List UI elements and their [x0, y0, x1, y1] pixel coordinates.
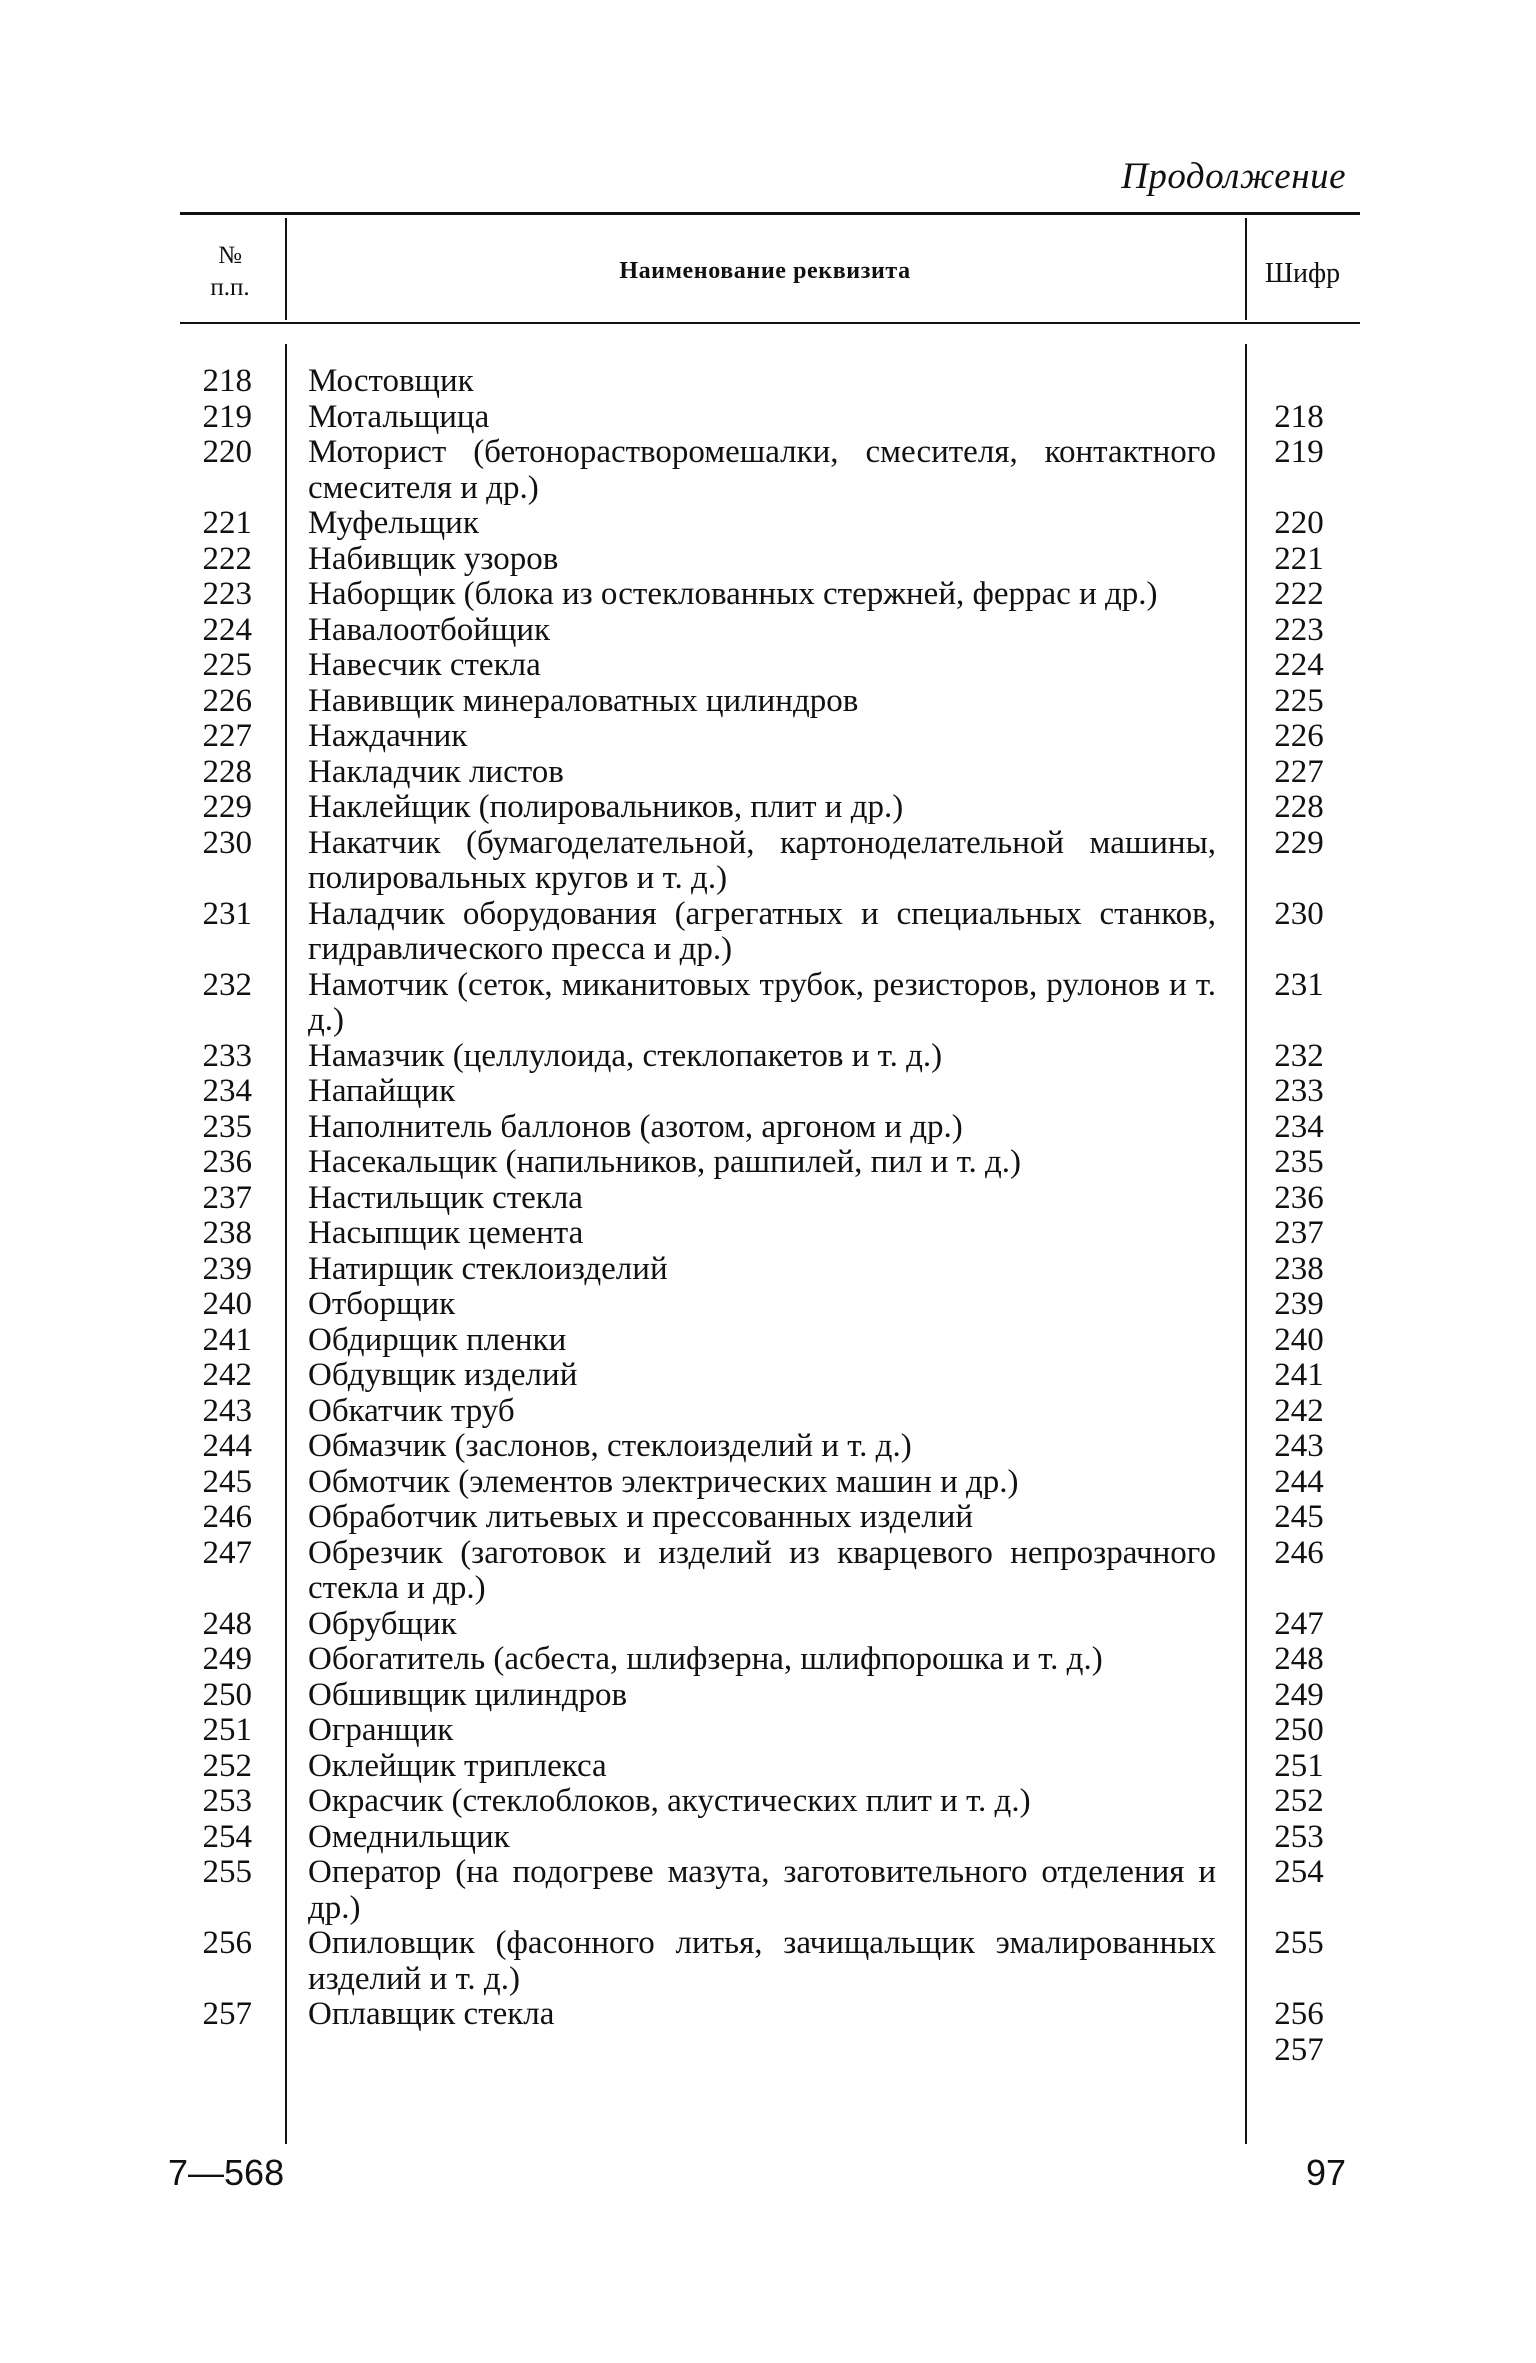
row-name: Намотчик (сеток, миканитовых трубок, резисторов, рулонов и т. д.) [308, 966, 1216, 1038]
row-code: 233 [1274, 1073, 1324, 1109]
row-code: 229 [1274, 824, 1324, 861]
row-name: Мотальщица [308, 398, 490, 435]
continuation-label: Продолжение [1121, 156, 1346, 197]
row-code: 226 [1274, 718, 1324, 754]
table-row [0, 1996, 1536, 2068]
row-name: Муфельщик [308, 505, 479, 541]
row-number: 245 [202, 1463, 252, 1500]
row-code: 254 [1274, 1854, 1324, 1890]
row-name: Наполнитель баллонов (азотом, аргоном и др.) [308, 1108, 963, 1145]
row-code: 246 [1274, 1534, 1324, 1571]
row-code: 222 [1274, 576, 1324, 612]
column-header-name: Наименование реквизита [619, 258, 911, 284]
column-header-number [180, 240, 280, 304]
row-name: Обкатчик труб [308, 1392, 515, 1429]
row-number: 240 [202, 1286, 252, 1322]
row-code: 223 [1274, 611, 1324, 648]
row-number: 253 [202, 1783, 252, 1819]
row-number: 243 [202, 1392, 252, 1429]
row-name: Накатчик (бумагоделательной, картоноделательной машины, полировальных кругов и т. д.) [308, 824, 1216, 896]
row-name: Обдирщик пленки [308, 1321, 567, 1358]
row-name: Напайщик [308, 1073, 456, 1109]
row-number: 219 [202, 398, 252, 435]
row-name: Обогатитель (асбеста, шлифзерна, шлифпорошка и т. д.) [308, 1641, 1103, 1677]
row-number: 238 [202, 1215, 252, 1251]
row-name: Обшивщик цилиндров [308, 1676, 628, 1713]
row-number: 248 [202, 1605, 252, 1642]
row-number: 228 [202, 753, 252, 790]
row-number: 232 [202, 966, 252, 1003]
row-code: 257 [1274, 2031, 1324, 2068]
row-name: Натирщик стеклоизделий [308, 1250, 668, 1287]
row-number: 239 [202, 1250, 252, 1287]
row-number: 221 [202, 505, 252, 541]
printer-signature: 7—568 [168, 2152, 285, 2193]
row-number: 223 [202, 576, 252, 612]
row-code: 251 [1274, 1747, 1324, 1784]
row-number: 225 [202, 647, 252, 683]
row-number: 220 [202, 434, 252, 470]
row-name: Обмотчик (элементов электрических машин и др.) [308, 1463, 1019, 1500]
row-code: 245 [1274, 1499, 1324, 1535]
row-code: 241 [1274, 1357, 1324, 1393]
row-name: Насекальщик (напильников, рашпилей, пил и т. д.) [308, 1144, 1022, 1180]
row-number: 230 [202, 824, 252, 861]
row-number: 229 [202, 789, 252, 825]
row-name: Навалоотбойщик [308, 611, 551, 648]
column-header-code: Шифр [1264, 258, 1341, 289]
row-name: Набивщик узоров [308, 540, 559, 577]
row-number: 242 [202, 1357, 252, 1393]
row-number: 251 [202, 1712, 252, 1748]
row-code: 237 [1274, 1215, 1324, 1251]
row-name: Наклейщик (полировальников, плит и др.) [308, 789, 904, 825]
row-name: Оплавщик стекла [308, 1996, 555, 2032]
row-number: 218 [202, 363, 252, 399]
row-number: 257 [202, 1996, 252, 2032]
row-name: Отборщик [308, 1286, 456, 1322]
row-name: Огранщик [308, 1712, 454, 1748]
row-code: 255 [1274, 1925, 1324, 1961]
row-code: 239 [1274, 1286, 1324, 1322]
row-code: 238 [1274, 1250, 1324, 1287]
table-body [0, 363, 1536, 2068]
row-name: Навивщик минераловатных цилиндров [308, 682, 859, 719]
row-number: 234 [202, 1073, 252, 1109]
row-code: 230 [1274, 895, 1324, 932]
header-bottom-rule [180, 322, 1360, 324]
row-number: 231 [202, 895, 252, 932]
row-code: 227 [1274, 753, 1324, 790]
row-name: Накладчик листов [308, 753, 564, 790]
row-number: 222 [202, 540, 252, 577]
row-name: Мостовщик [308, 363, 474, 399]
row-code: 248 [1274, 1641, 1324, 1677]
row-code: 253 [1274, 1818, 1324, 1855]
row-code: 250 [1274, 1712, 1324, 1748]
row-number: 247 [202, 1534, 252, 1571]
column-header-number-sign: № [218, 242, 242, 269]
row-name: Наладчик оборудования (агрегатных и специальных станков, гидравлического пресса и др.) [308, 895, 1216, 967]
row-name: Окрасчик (стеклоблоков, акустических плит и т. д.) [308, 1783, 1031, 1819]
row-code: 219 [1274, 434, 1324, 470]
row-number: 256 [202, 1925, 252, 1961]
row-number: 255 [202, 1854, 252, 1890]
row-number: 241 [202, 1321, 252, 1358]
row-name: Опиловщик (фасонного литья, зачищальщик эмалированных изделий и т. д.) [308, 1925, 1216, 1997]
row-code: 224 [1274, 647, 1324, 683]
row-name: Насыпщик цемента [308, 1215, 584, 1251]
row-code: 228 [1274, 789, 1324, 825]
row-number: 227 [202, 718, 252, 754]
row-name: Наждачник [308, 718, 468, 754]
row-name: Обрезчик (заготовок и изделий из кварцевого непрозрачного стекла и др.) [308, 1534, 1216, 1606]
row-code: 225 [1274, 682, 1324, 719]
row-code: 252 [1274, 1783, 1324, 1819]
row-number: 224 [202, 611, 252, 648]
row-name: Оператор (на подогреве мазута, заготовительного отделения и др.) [308, 1854, 1216, 1926]
row-number: 250 [202, 1676, 252, 1713]
row-number: 235 [202, 1108, 252, 1145]
row-name: Обдувщик изделий [308, 1357, 578, 1393]
row-number: 254 [202, 1818, 252, 1855]
row-name: Обработчик литьевых и прессованных изделий [308, 1499, 974, 1535]
row-code: 234 [1274, 1108, 1324, 1145]
row-number: 237 [202, 1179, 252, 1216]
row-number: 236 [202, 1144, 252, 1180]
row-number: 252 [202, 1747, 252, 1784]
page-number: 97 [1306, 2152, 1347, 2193]
row-code: 232 [1274, 1037, 1324, 1074]
row-name: Оклейщик триплекса [308, 1747, 607, 1784]
row-code: 249 [1274, 1676, 1324, 1713]
row-name: Обрубщик [308, 1605, 457, 1642]
row-code: 242 [1274, 1392, 1324, 1429]
row-code: 240 [1274, 1321, 1324, 1358]
row-code: 220 [1274, 505, 1324, 541]
row-number: 246 [202, 1499, 252, 1535]
table-top-rule [180, 212, 1360, 215]
row-name: Наборщик (блока из остеклованных стержней, феррас и др.) [308, 576, 1158, 612]
row-number: 249 [202, 1641, 252, 1677]
row-code: 231 [1274, 966, 1324, 1003]
row-number: 233 [202, 1037, 252, 1074]
row-number: 226 [202, 682, 252, 719]
row-code: 256 [1274, 1996, 1324, 2032]
row-name: Омеднильщик [308, 1818, 510, 1855]
row-code: 218 [1274, 398, 1324, 435]
row-code: 247 [1274, 1605, 1324, 1642]
row-name: Навесчик стекла [308, 647, 541, 683]
row-code: 221 [1274, 540, 1324, 577]
row-name: Настильщик стекла [308, 1179, 583, 1216]
row-code: 244 [1274, 1463, 1324, 1500]
row-name: Моторист (бетонорастворомешалки, смесителя, контактного смесителя и др.) [308, 434, 1216, 506]
row-code: 243 [1274, 1428, 1324, 1464]
row-code: 236 [1274, 1179, 1324, 1216]
row-code: 235 [1274, 1144, 1324, 1180]
column-header-number-abbr: п.п. [210, 274, 250, 301]
row-name: Обмазчик (заслонов, стеклоизделий и т. д.) [308, 1428, 912, 1464]
row-number: 244 [202, 1428, 252, 1464]
row-name: Намазчик (целлулоида, стеклопакетов и т. д.) [308, 1037, 943, 1074]
